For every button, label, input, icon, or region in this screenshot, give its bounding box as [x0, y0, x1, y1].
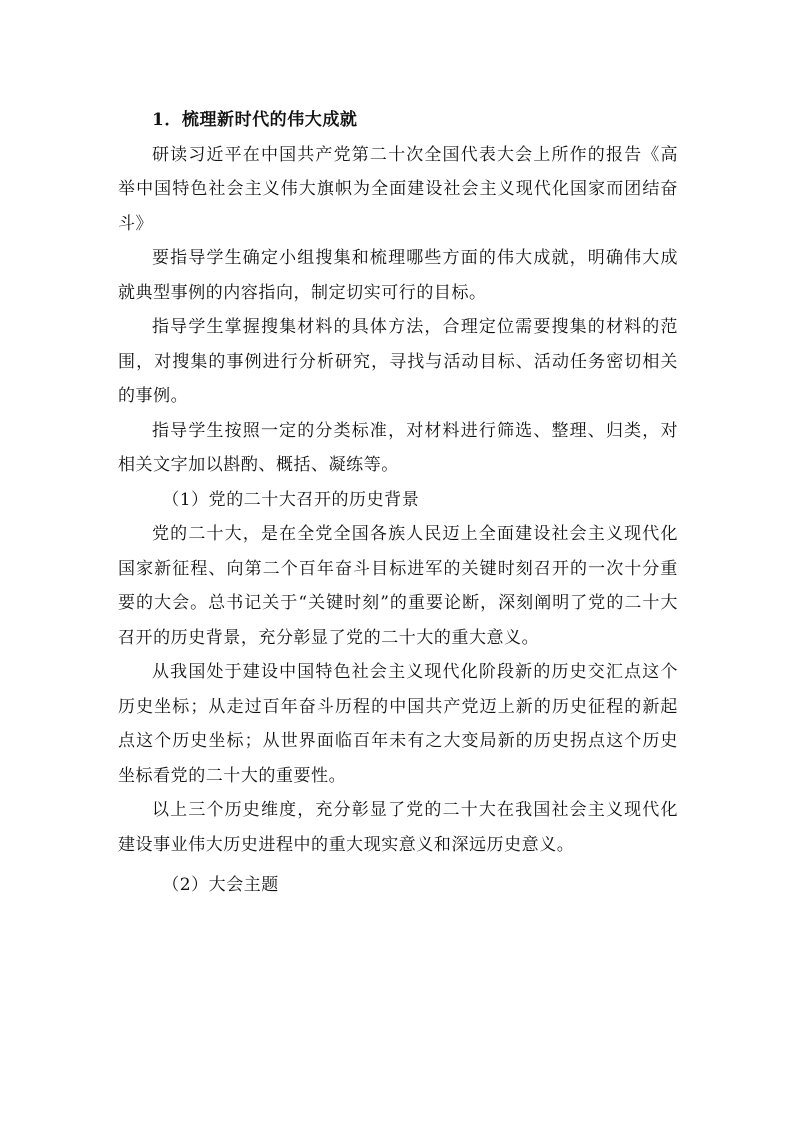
- paragraph-historical-significance: 以上三个历史维度，充分彰显了党的二十大在我国社会主义现代化建设事业伟大历史进程中的重大现实意义和深远历史意义。: [118, 800, 678, 855]
- document-body: [118, 103, 678, 903]
- paragraph-classify-materials: 指导学生按照一定的分类标准，对材料进行筛选、整理、归类，对相关文字加以斟酌、概括、凝练等。: [118, 420, 678, 475]
- paragraph-guide-goals: 要指导学生确定小组搜集和梳理哪些方面的伟大成就，明确伟大成就典型事例的内容指向，制定切实可行的目标。: [118, 248, 678, 303]
- paragraph-collect-methods: 指导学生掌握搜集材料的具体方法，合理定位需要搜集的材料的范围，对搜集的事例进行分析研究，寻找与活动目标、活动任务密切相关的事例。: [118, 317, 678, 406]
- section-heading: 1．梳理新时代的伟大成就: [152, 110, 358, 130]
- subheading-historical-background: （1）党的二十大召开的历史背景: [162, 489, 420, 510]
- subheading-congress-theme: （2）大会主题: [162, 875, 279, 895]
- paragraph-report-reading: 研读习近平在中国共产党第二十次全国代表大会上所作的报告《高举中国特色社会主义伟大旗帜为全面建设社会主义现代化国家而团结奋斗》: [118, 144, 678, 234]
- paragraph-congress-background: 党的二十大，是在全党全国各族人民迈上全面建设社会主义现代化国家新征程、向第二个百年奋斗目标进军的关键时刻召开的一次十分重要的大会。总书记关于“关键时刻”的重要论断，深刻阐明了党的二十大召开的历史背景，充分彰显了党的二十大的重大意义。: [118, 524, 678, 648]
- paragraph-historical-coordinates: 从我国处于建设中国特色社会主义现代化阶段新的历史交汇点这个历史坐标；从走过百年奋斗历程的中国共产党迈上新的历史征程的新起点这个历史坐标；从世界面临百年未有之大变局新的历史拐点这个历史坐标看党的二十大的重要性。: [118, 662, 678, 786]
